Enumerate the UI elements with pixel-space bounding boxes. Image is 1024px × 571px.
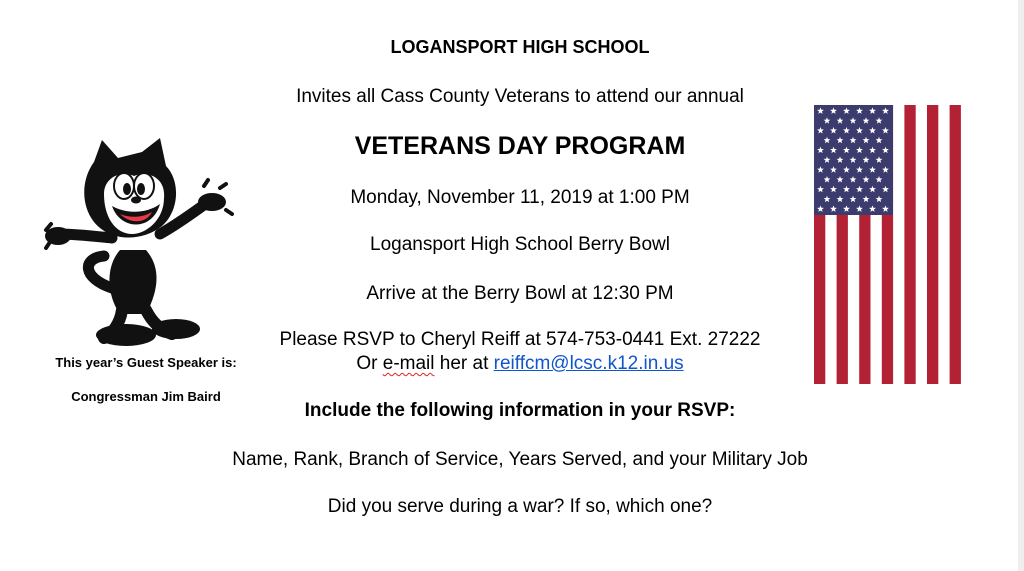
- guest-speaker-name: Congressman Jim Baird: [71, 389, 221, 404]
- event-venue: Logansport High School Berry Bowl: [370, 234, 670, 255]
- include-heading: Include the following information in your RSVP:: [304, 400, 736, 421]
- email-word: e-mail: [382, 353, 435, 374]
- arrival-time: Arrive at the Berry Bowl at 12:30 PM: [366, 283, 674, 304]
- event-date-time: Monday, November 11, 2019 at 1:00 PM: [350, 187, 690, 208]
- program-title: VETERANS DAY PROGRAM: [354, 132, 686, 160]
- rsvp-phone-line: Please RSVP to Cheryl Reiff at 574-753-0441 Ext. 27222: [279, 329, 761, 350]
- school-name: LOGANSPORT HIGH SCHOOL: [390, 37, 650, 57]
- american-flag-icon: [814, 105, 961, 384]
- page-edge: [1018, 0, 1024, 571]
- include-fields: Name, Rank, Branch of Service, Years Served, and your Military Job: [232, 449, 808, 470]
- war-question: Did you serve during a war? If so, which one?: [327, 496, 713, 517]
- guest-speaker-label: This year’s Guest Speaker is:: [55, 355, 237, 370]
- cartoon-cat-icon: [42, 138, 236, 346]
- invitation-line: Invites all Cass County Veterans to attend our annual: [296, 86, 744, 107]
- email-link[interactable]: reiffcm@lcsc.k12.in.us: [493, 353, 684, 374]
- email-prefix: Or: [356, 353, 383, 374]
- email-mid: her at: [434, 353, 494, 374]
